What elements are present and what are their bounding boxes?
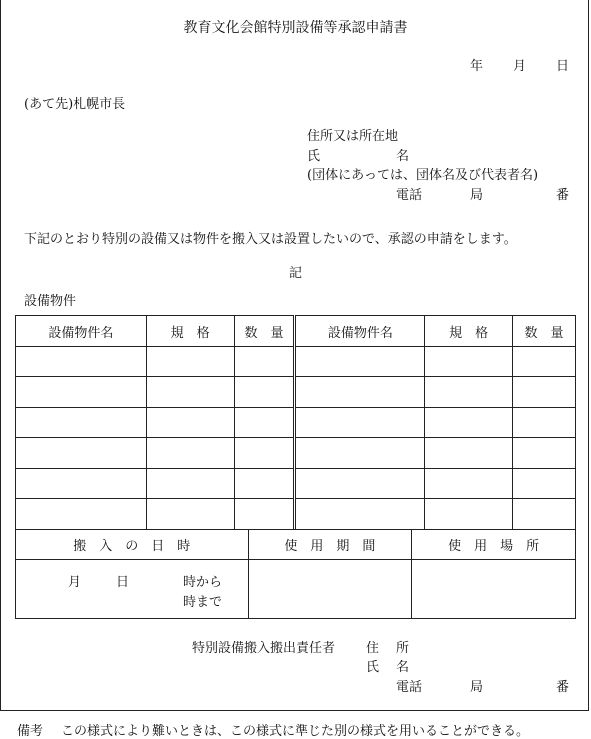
cell-input[interactable] (234, 347, 295, 377)
cell-input[interactable] (425, 438, 513, 469)
cell-input[interactable] (16, 377, 147, 408)
cell-input[interactable] (234, 377, 295, 408)
equipment-row (16, 469, 576, 499)
cell-input[interactable] (146, 408, 234, 438)
cell-input[interactable] (513, 347, 576, 377)
cell-input[interactable] (234, 408, 295, 438)
cell-input[interactable] (513, 408, 576, 438)
ki-label: 記 (288, 266, 302, 281)
usage-period-cell[interactable] (248, 560, 412, 619)
cell-input[interactable] (513, 499, 576, 530)
cell-input[interactable] (234, 469, 295, 499)
responsible-bureau-label: 局 (470, 680, 484, 695)
usage-location-cell[interactable] (412, 560, 576, 619)
cell-input[interactable] (425, 347, 513, 377)
equipment-row (16, 438, 576, 469)
intro-text: 下記のとおり特別の設備又は物件を搬入又は設置したいので、承認の申請をします。 (24, 232, 517, 247)
cell-input[interactable] (146, 499, 234, 530)
header-spec-1: 規 格 (146, 316, 234, 347)
cell-input[interactable] (234, 438, 295, 469)
schedule-table (15, 529, 576, 619)
delivery-from-label: 時から (183, 574, 223, 590)
cell-input[interactable] (513, 438, 576, 469)
applicant-group-note: (団体にあっては、団体名及び代表者名) (307, 168, 539, 183)
applicant-name-label-2: 名 (396, 149, 410, 164)
cell-input[interactable] (146, 438, 234, 469)
cell-input[interactable] (513, 377, 576, 408)
header-spec-2: 規 格 (425, 316, 513, 347)
cell-input[interactable] (425, 499, 513, 530)
responsible-number-label: 番 (556, 680, 570, 695)
responsible-name-1: 氏 (366, 660, 380, 675)
cell-input[interactable] (425, 469, 513, 499)
cell-input[interactable] (234, 499, 295, 530)
remarks-label: 備考 (17, 724, 44, 739)
date-month: 月 (513, 59, 527, 74)
responsible-label: 特別設備搬入搬出責任者 (192, 641, 336, 656)
equipment-row (16, 408, 576, 438)
cell-input[interactable] (146, 469, 234, 499)
addressee: (あて先)札幌市長 (24, 97, 126, 112)
delivery-month-label: 月 (68, 574, 82, 590)
cell-input[interactable] (146, 347, 234, 377)
schedule-row (16, 560, 576, 619)
cell-input[interactable] (295, 377, 425, 408)
responsible-address-2: 所 (396, 641, 410, 656)
cell-input[interactable] (16, 499, 147, 530)
header-usage-location: 使 用 場 所 (412, 530, 576, 560)
delivery-datetime-cell[interactable] (16, 560, 249, 619)
header-item-name-1: 設備物件名 (16, 316, 147, 347)
equipment-header-row (16, 316, 576, 347)
remarks-text: この様式により難いときは、この様式に準じた別の様式を用いることができる。 (61, 724, 530, 739)
schedule-header-row (16, 530, 576, 560)
header-item-name-2: 設備物件名 (295, 316, 425, 347)
cell-input[interactable] (295, 408, 425, 438)
cell-input[interactable] (16, 438, 147, 469)
equipment-table (15, 315, 576, 530)
form-title: 教育文化会館特別設備等承認申請書 (183, 20, 408, 36)
header-qty-2: 数 量 (513, 316, 576, 347)
equipment-row (16, 347, 576, 377)
date-year: 年 (470, 59, 484, 74)
applicant-bureau-label: 局 (470, 188, 484, 203)
cell-input[interactable] (295, 438, 425, 469)
header-delivery-datetime: 搬 入 の 日 時 (16, 530, 249, 560)
header-usage-period: 使 用 期 間 (248, 530, 412, 560)
cell-input[interactable] (295, 469, 425, 499)
cell-input[interactable] (425, 408, 513, 438)
date-day: 日 (556, 59, 570, 74)
cell-input[interactable] (295, 499, 425, 530)
cell-input[interactable] (425, 377, 513, 408)
responsible-phone-label: 電話 (396, 680, 423, 695)
equipment-row (16, 377, 576, 408)
header-qty-1: 数 量 (234, 316, 295, 347)
cell-input[interactable] (146, 377, 234, 408)
cell-input[interactable] (16, 469, 147, 499)
equipment-row (16, 499, 576, 530)
cell-input[interactable] (513, 469, 576, 499)
cell-input[interactable] (16, 347, 147, 377)
delivery-until-label: 時まで (183, 594, 223, 610)
applicant-address-label: 住所又は所在地 (307, 129, 399, 144)
equipment-section-label: 設備物件 (24, 294, 77, 309)
applicant-name-label-1: 氏 (307, 149, 321, 164)
cell-input[interactable] (295, 347, 425, 377)
applicant-number-label: 番 (556, 188, 570, 203)
applicant-phone-label: 電話 (396, 188, 423, 203)
responsible-address-1: 住 (366, 641, 380, 656)
delivery-day-label: 日 (116, 574, 130, 590)
responsible-name-2: 名 (396, 660, 410, 675)
cell-input[interactable] (16, 408, 147, 438)
